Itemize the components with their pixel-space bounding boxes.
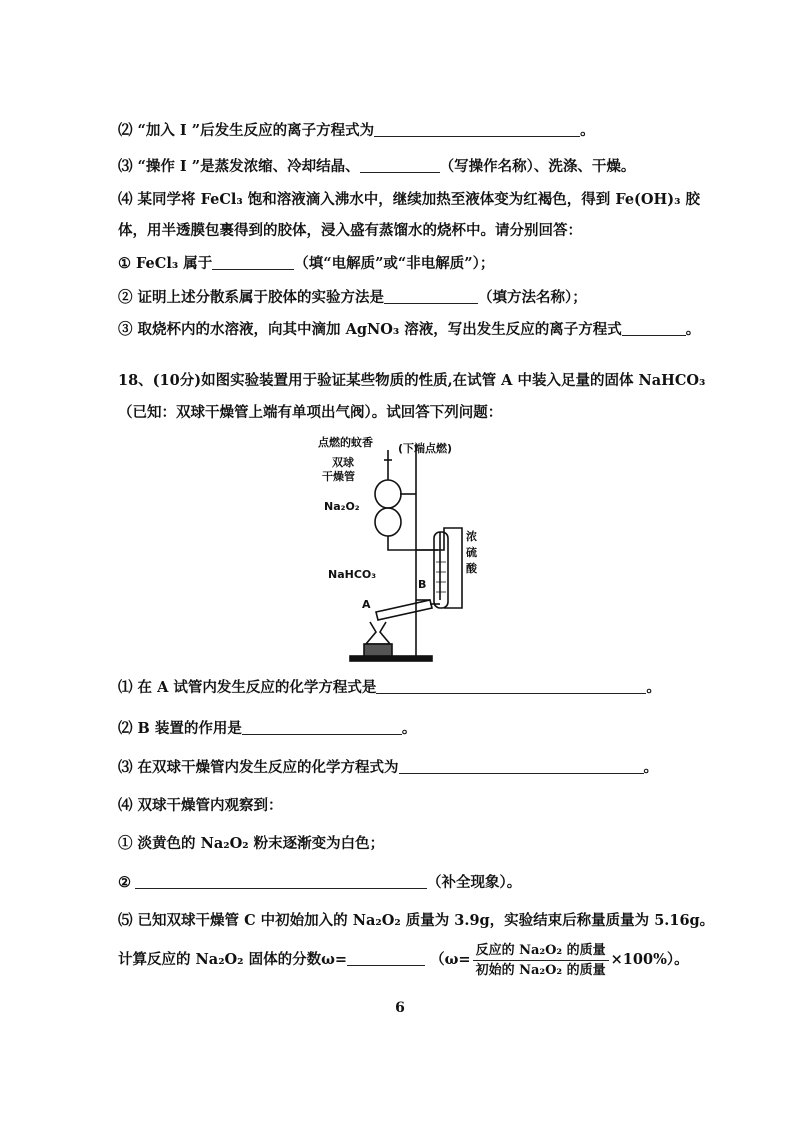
q18-part5-answer-blank[interactable] [347, 951, 425, 966]
label-dryer-2: 干燥管 [322, 470, 355, 483]
test-tube-a [376, 600, 432, 620]
q18-part4-sub2 [118, 873, 521, 893]
q17-sub3-end: 。 [685, 321, 701, 338]
q18-part3-answer-blank[interactable] [399, 759, 644, 774]
q18-part5-line2 [118, 940, 689, 980]
q18-part1-answer-blank[interactable] [376, 679, 646, 694]
q18-part1 [118, 678, 661, 698]
q18-part5-formula-open: （ω= [430, 951, 471, 968]
omega-numerator: 反应的 Na₂O₂ 的质量 [473, 942, 609, 961]
q17-sub2-text: ② 证明上述分散系属于胶体的实验方法是 [118, 289, 385, 306]
label-bottom-lit: (下端点燃) [398, 442, 453, 455]
alcohol-lamp-flame [366, 622, 390, 644]
label-na2o2: Na₂O₂ [324, 500, 360, 513]
q17-sub1-answer-blank[interactable] [212, 255, 294, 270]
q18-part4-sub2-text: ② [118, 874, 131, 891]
q17-part2 [118, 121, 595, 141]
q18-part5-line1: ⑸ 已知双球干燥管 C 中初始加入的 Na₂O₂ 质量为 3.9g，实验结束后称量质量为 5.16g。 [118, 912, 715, 929]
q17-sub2-answer-blank[interactable] [384, 289, 478, 304]
q17-sub3 [118, 320, 700, 340]
omega-denominator: 初始的 Na₂O₂ 的质量 [475, 962, 606, 978]
alcohol-lamp-body [364, 644, 392, 656]
q17-sub1-end: （填“电解质”或“非电解质”）； [294, 255, 495, 272]
q18-part2-answer-blank[interactable] [242, 720, 402, 735]
q17-sub3-answer-blank[interactable] [622, 321, 686, 336]
q17-part4-line2: 体，用半透膜包裹得到的胶体，浸入盛有蒸馏水的烧杯中。请分别回答： [118, 222, 582, 239]
q18-intro-line1: 18、(10分)如图实验装置用于验证某些物质的性质,在试管 A 中装入足量的固体 NaHCO₃ [118, 372, 706, 389]
label-dryer-1: 双球 [332, 456, 354, 469]
q17-part2-answer-blank[interactable] [374, 122, 580, 137]
q18-part1-text: ⑴ 在 A 试管内发生反应的化学方程式是 [118, 679, 377, 696]
label-incense: 点燃的蚊香 [318, 436, 373, 449]
q18-part4: ⑷ 双球干燥管内观察到： [118, 797, 283, 814]
dryer-ball-lower [375, 508, 401, 536]
q17-part3-text: ⑶ “操作 I ”是蒸发浓缩、冷却结晶、 [118, 158, 360, 175]
label-acid-3: 酸 [466, 562, 477, 575]
q17-part3 [118, 157, 635, 177]
q17-part2-end: 。 [580, 122, 595, 139]
q17-part4-line1: ⑷ 某同学将 FeCl₃ 饱和溶液滴入沸水中，继续加热至液体变为红褐色，得到 Fe(OH)₃ 胶 [118, 191, 700, 208]
q18-part3-text: ⑶ 在双球干燥管内发生反应的化学方程式为 [118, 759, 399, 776]
label-acid-2: 硫 [466, 546, 477, 559]
q18-part2-end: 。 [401, 720, 417, 737]
q18-part5-text: 计算反应的 Na₂O₂ 固体的分数ω= [118, 951, 348, 968]
q18-part4-sub2-answer-blank[interactable] [135, 874, 427, 889]
q18-part1-end: 。 [646, 679, 661, 696]
q17-sub1 [118, 254, 494, 274]
omega-fraction [473, 942, 609, 979]
q17-part3-end: （写操作名称）、洗涤、干燥。 [439, 158, 636, 175]
q18-part5-formula-close: ×100%）。 [610, 951, 689, 968]
q17-sub3-text: ③ 取烧杯内的水溶液，向其中滴加 AgNO₃ 溶液，写出发生反应的离子方程式 [118, 321, 622, 338]
q18-part2 [118, 719, 416, 739]
label-nahco3: NaHCO₃ [328, 568, 377, 581]
experiment-apparatus-figure [318, 432, 478, 668]
q18-intro-line2: （已知：双球干燥管上端有单项出气阀）。试回答下列问题： [118, 404, 503, 421]
page-number: 6 [395, 1000, 405, 1016]
dryer-ball-upper [375, 480, 401, 508]
label-b: B [418, 578, 427, 591]
q18-part3 [118, 758, 658, 778]
q18-part2-text: ⑵ B 装置的作用是 [118, 720, 242, 737]
tube-b [434, 532, 448, 608]
q18-part4-sub2-end: （补全现象）。 [427, 874, 522, 891]
label-acid-1: 浓 [466, 530, 477, 543]
q17-part2-text: ⑵ “加入 I ”后发生反应的离子方程式为 [118, 122, 375, 139]
q18-part4-sub1: ① 淡黄色的 Na₂O₂ 粉末逐渐变为白色； [118, 835, 385, 852]
q17-part3-answer-blank[interactable] [360, 158, 440, 173]
q18-part3-end: 。 [643, 759, 659, 776]
label-a: A [362, 598, 371, 611]
q17-sub2 [118, 288, 587, 308]
q17-sub2-end: （填方法名称）； [478, 289, 587, 306]
q17-sub1-text: ① FeCl₃ 属于 [118, 255, 213, 272]
